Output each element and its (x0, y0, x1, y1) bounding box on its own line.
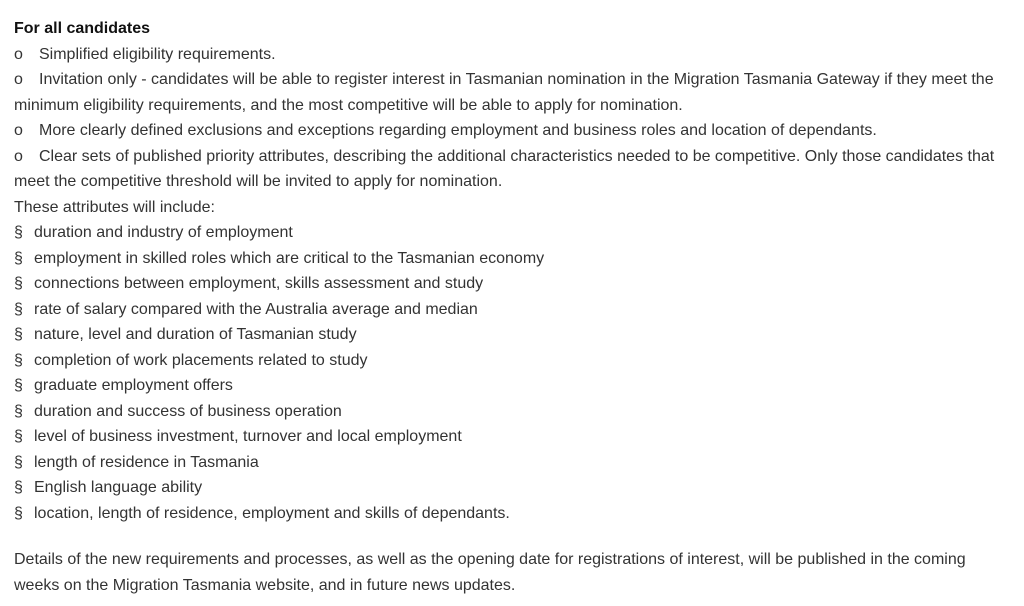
list-item-text: Invitation only - candidates will be able to register interest in Tasmanian nomination in the Migration Tasmania Gateway if they meet the minimum eligibility requirements, and the most competitive will be able to apply for nomination. (14, 71, 994, 114)
closing-paragraph: Details of the new requirements and processes, as well as the opening date for registrations of interest, will be published in the coming weeks on the Migration Tasmania website, and in future news updates. (14, 551, 966, 594)
section-marker: § (14, 479, 23, 496)
section-marker: § (14, 275, 23, 292)
section-marker: § (14, 428, 23, 445)
section-marker: § (14, 377, 23, 394)
list-item (14, 42, 1014, 68)
attribute-text: location, length of residence, employment and skills of dependants. (34, 504, 510, 522)
list-item (14, 67, 1014, 118)
attribute-text: level of business investment, turnover and local employment (34, 428, 462, 445)
attributes-intro: These attributes will include: (14, 198, 215, 216)
attribute-item (14, 246, 1014, 272)
list-item-text: More clearly defined exclusions and exceptions regarding employment and business roles and location of dependants. (39, 122, 877, 139)
list-item (14, 118, 1014, 144)
attribute-item (14, 297, 1014, 323)
section-marker: § (14, 224, 23, 241)
attributes-list (14, 220, 1014, 526)
attribute-text: duration and success of business operation (34, 402, 342, 420)
section-marker: § (14, 504, 23, 522)
attribute-item (14, 424, 1014, 450)
attribute-item (14, 373, 1014, 399)
attribute-text: rate of salary compared with the Australia average and median (34, 300, 478, 318)
attribute-text: English language ability (34, 479, 203, 496)
bullet-o-marker: o (14, 147, 23, 165)
attribute-text: length of residence in Tasmania (34, 453, 259, 471)
section-marker: § (14, 249, 23, 267)
bullet-o-marker: o (14, 122, 23, 139)
article-content (14, 16, 1014, 598)
list-item-text: Clear sets of published priority attributes, describing the additional characteristics needed to be competitive. Only those candidates that meet the competitive threshold will be invited to apply for nomination. (14, 147, 995, 190)
attribute-text: employment in skilled roles which are critical to the Tasmanian economy (34, 249, 545, 267)
bullet-o-marker: o (14, 45, 23, 63)
section-marker: § (14, 453, 23, 471)
attribute-item (14, 450, 1014, 476)
attribute-item (14, 348, 1014, 374)
section-marker: § (14, 326, 23, 343)
attribute-text: graduate employment offers (34, 377, 233, 394)
attribute-item (14, 220, 1014, 246)
bullet-o-marker: o (14, 71, 23, 88)
section-heading: For all candidates (14, 20, 151, 37)
attribute-item (14, 271, 1014, 297)
section-marker: § (14, 300, 23, 318)
attribute-text: connections between employment, skills assessment and study (34, 275, 484, 292)
attribute-item (14, 322, 1014, 348)
attribute-text: duration and industry of employment (34, 224, 293, 241)
section-marker: § (14, 402, 23, 420)
list-item-text: Simplified eligibility requirements. (39, 45, 276, 63)
attribute-text: nature, level and duration of Tasmanian study (34, 326, 357, 343)
attribute-item (14, 501, 1014, 527)
section-marker: § (14, 351, 23, 369)
attribute-text: completion of work placements related to study (34, 351, 368, 369)
attribute-item (14, 475, 1014, 501)
attribute-item (14, 399, 1014, 425)
list-item (14, 144, 1014, 195)
